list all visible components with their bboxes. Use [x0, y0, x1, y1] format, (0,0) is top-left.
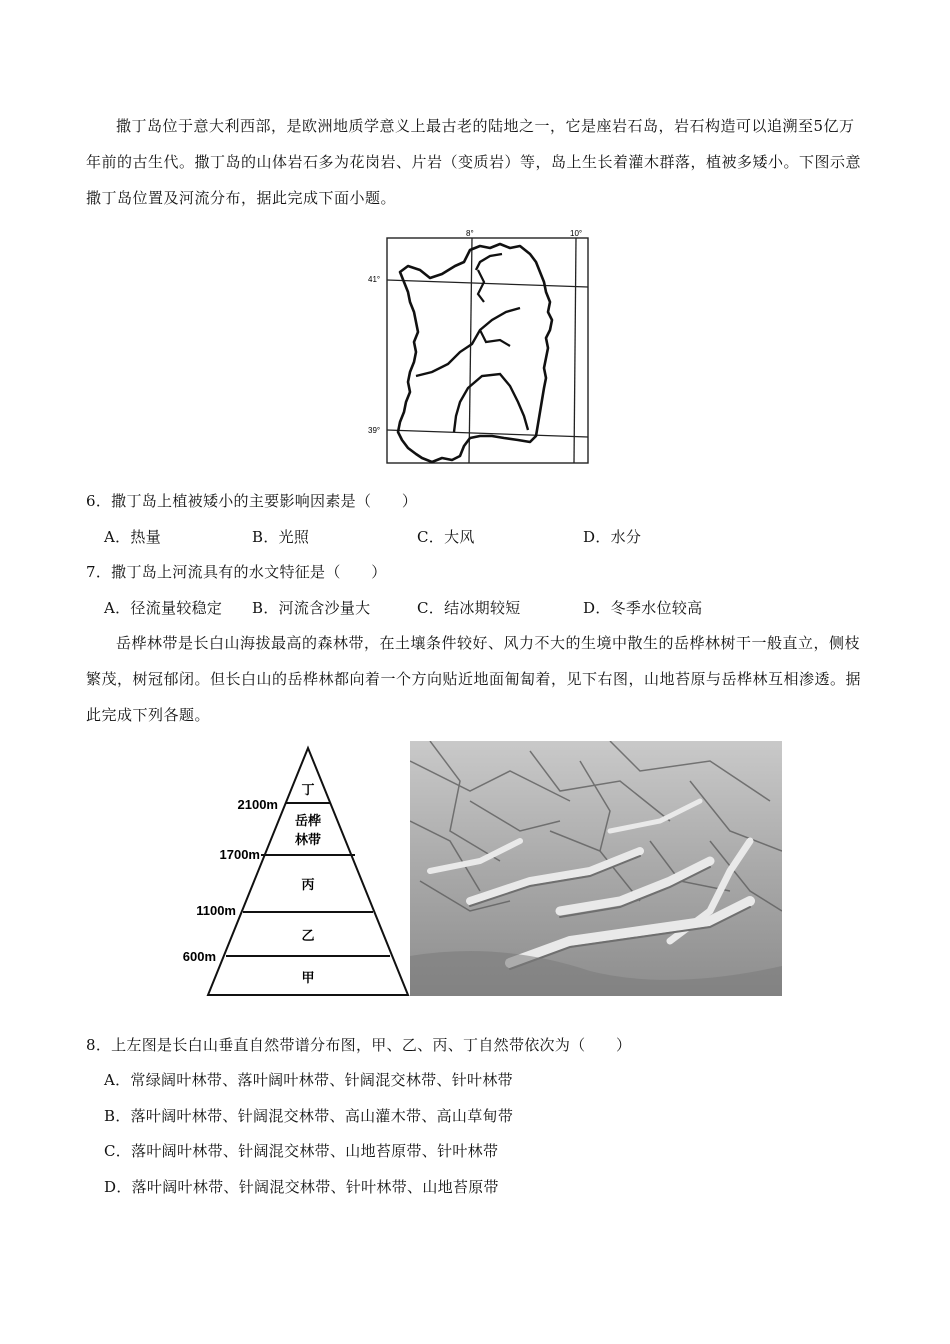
zone-bing: 丙	[301, 877, 315, 892]
q8-option-b[interactable]: B．落叶阔叶林带、针阔混交林带、高山灌木带、高山草甸带	[104, 1107, 514, 1125]
passage-changbai: 岳桦林带是长白山海拔最高的森林带，在土壤条件较好、风力不大的生境中散生的岳桦林树干一般直立，侧枝繁茂，树冠郁闭。但长白山的岳桦林都向着一个方向贴近地面匍匐着，见下右图，山地苔原与岳桦林互相渗透。据此完成下列各题。	[86, 634, 862, 724]
question-6-stem: 6．撒丁岛上植被矮小的主要影响因素是（ ）	[86, 492, 418, 510]
zone-ding: 丁	[301, 782, 315, 797]
q6-option-c[interactable]: C．大风	[417, 528, 475, 546]
lat-label-39: 39°	[368, 426, 381, 435]
q7-option-d[interactable]: D．冬季水位较高	[583, 599, 703, 617]
q6-option-b[interactable]: B．光照	[252, 528, 310, 546]
zone-jia: 甲	[301, 970, 315, 985]
zone-yi: 乙	[301, 928, 315, 943]
altitude-1700m: 1700m	[219, 847, 260, 862]
q6-option-a[interactable]: A．热量	[104, 528, 162, 546]
birch-forest-photo	[410, 741, 782, 996]
sardinia-map	[360, 226, 600, 468]
lon-label-10: 10°	[570, 229, 583, 238]
lat-label-41: 41°	[368, 275, 381, 284]
q7-option-c[interactable]: C．结冰期较短	[417, 599, 521, 617]
q7-option-a[interactable]: A．径流量较稳定	[104, 599, 223, 617]
vertical-zone-pyramid	[170, 742, 415, 1000]
q8-option-a[interactable]: A．常绿阔叶林带、落叶阔叶林带、针阔混交林带、针叶林带	[104, 1071, 513, 1089]
passage-sardinia: 撒丁岛位于意大利西部，是欧洲地质学意义上最古老的陆地之一，它是座岩石岛，岩石构造可以追溯至5亿万年前的古生代。撒丁岛的山体岩石多为花岗岩、片岩（变质岩）等，岛上生长着灌木群落，植被多矮小。下图示意撒丁岛位置及河流分布，据此完成下面小题。	[86, 117, 862, 207]
q8-option-d[interactable]: D．落叶阔叶林带、针阔混交林带、针叶林带、山地苔原带	[104, 1178, 499, 1196]
altitude-2100m: 2100m	[237, 797, 278, 812]
question-7-stem: 7．撒丁岛上河流具有的水文特征是（ ）	[86, 563, 387, 581]
q8-option-c[interactable]: C．落叶阔叶林带、针阔混交林带、山地苔原带、针叶林带	[104, 1142, 499, 1160]
lon-label-8: 8°	[466, 229, 474, 238]
map-frame	[387, 238, 588, 463]
altitude-1100m: 1100m	[196, 903, 236, 918]
q6-option-d[interactable]: D．水分	[583, 528, 642, 546]
zone-birch-line1: 岳桦	[294, 813, 322, 828]
question-8-stem: 8．上左图是长白山垂直自然带谱分布图，甲、乙、丙、丁自然带依次为（ ）	[86, 1036, 632, 1054]
zone-birch-line2: 林带	[294, 832, 322, 847]
altitude-600m: 600m	[182, 949, 216, 964]
q7-option-b[interactable]: B．河流含沙量大	[252, 599, 371, 617]
